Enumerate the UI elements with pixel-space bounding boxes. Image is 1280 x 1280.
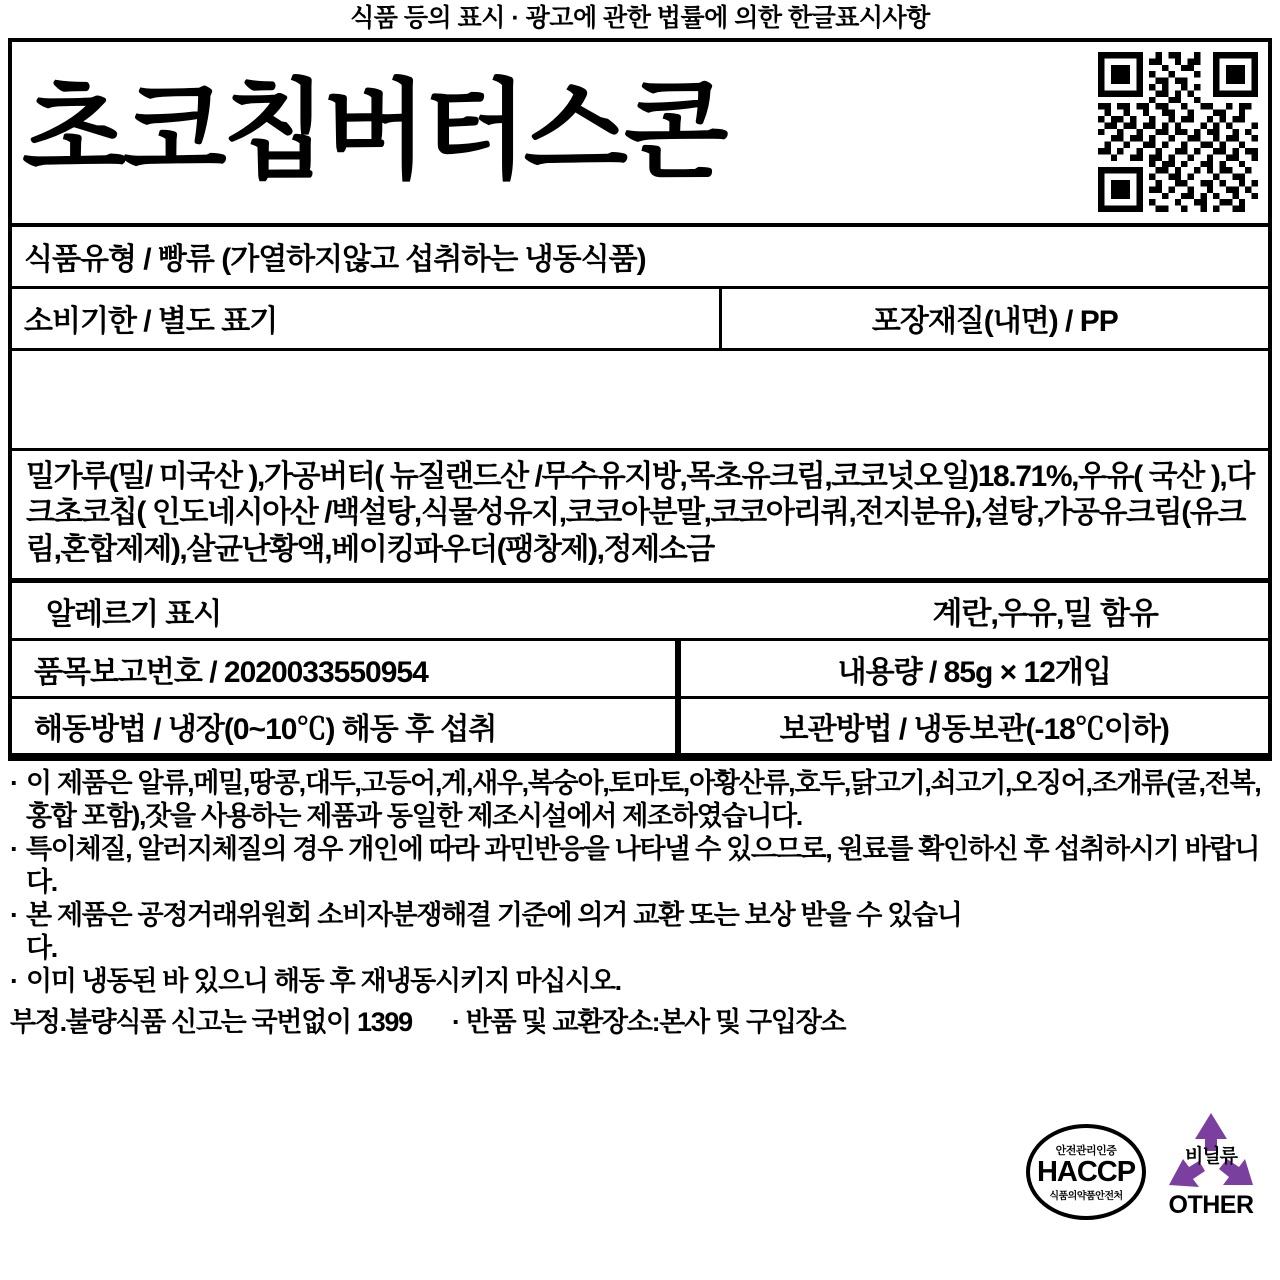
expiry-package-row (12, 289, 1268, 351)
haccp-top-text: 안전관리인증 (1055, 1145, 1117, 1157)
report-hotline-text: 부정.불량식품 신고는 국번없이 1399 (10, 1006, 412, 1037)
recycle-other-text: OTHER (1168, 1191, 1254, 1219)
allergy-row (12, 583, 1268, 641)
footer-line (0, 1000, 1280, 1039)
food-type-row (12, 227, 1268, 289)
note-item (10, 767, 1270, 833)
blank-row (12, 351, 1268, 451)
allergy-label: 알레르기 표시 (46, 597, 222, 631)
haccp-main-text: HACCP (1036, 1156, 1136, 1188)
notes-section (0, 761, 1280, 998)
label-box (8, 38, 1272, 762)
bullet-icon: · (10, 900, 18, 931)
bullet-icon: · (10, 768, 18, 799)
thaw-method-text: 해동방법 / 냉장(0~10℃) 해동 후 섭취 (34, 713, 497, 747)
report-amount-row (12, 641, 1268, 699)
bullet-icon: · (10, 834, 18, 865)
recycle-mark (1156, 1111, 1266, 1220)
blank-row-text (12, 351, 1268, 448)
note-item (10, 965, 1270, 998)
storage-method-text: 보관방법 / 냉동보관(-18℃이하) (779, 713, 1169, 747)
note-item (10, 833, 1270, 899)
food-type-text: 식품유형 / 빵류 (가열하지않고 섭취하는 냉동식품) (24, 243, 646, 276)
recycle-inner-text: 비닐류 (1184, 1146, 1238, 1167)
bullet-icon: · (10, 965, 18, 996)
ingredients-text: 밀가루(밀/ 미국산 ),가공버터( 뉴질랜드산 /무수유지방,목초유크림,코코넛오일)18.71%,우유( 국산 ),다크초코칩( 인도네시아산 /백설탕,식물성유지,코코아분말,코코아리쿼,전지분유),설탕,가공유크림(유크림,혼합제제),살균난황액,베이킹파우더(팽창제),정제소금 (12, 451, 1268, 584)
legal-notice-heading: 식품 등의 표시 · 광고에 관한 법률에 의한 한글표시사항 (350, 4, 930, 32)
allergy-value: 계란,우유,밀 함유 (932, 596, 1158, 632)
note-text: 이 제품은 알류,메밀,땅콩,대두,고등어,게,새우,복숭아,토마토,아황산류,호두,닭고기,쇠고기,오징어,조개류(굴,전복,홍합 포함),잣을 사용하는 제품과 동일한 제조시설에서 제조하였습니다. (26, 768, 1261, 832)
note-text: 본 제품은 공정거래위원회 소비자분쟁해결 기준에 의거 교환 또는 보상 받을 수 있습니다. (26, 900, 962, 963)
report-number-text: 품목보고번호 / 2020033550954 (34, 655, 428, 689)
note-text: 이미 냉동된 바 있으니 해동 후 재냉동시키지 마십시오. (26, 965, 621, 996)
note-text: 특이체질, 알러지체질의 경우 개인에 따라 과민반응을 나타낼 수 있으므로, 원료를 확인하신 후 섭취하시기 바랍니다. (26, 834, 1259, 898)
thaw-storage-row (12, 699, 1268, 757)
expiry-text: 소비기한 / 별도 표기 (12, 289, 722, 348)
package-material-text: 포장재질(내면) / PP (871, 305, 1118, 338)
title-row (12, 42, 1268, 227)
note-item (10, 899, 1270, 965)
exchange-location-text: · 반품 및 교환장소:본사 및 구입장소 (451, 1006, 846, 1037)
certification-marks (1026, 1111, 1266, 1220)
product-title: 초코칩버터스콘 (22, 69, 725, 194)
haccp-icon (1026, 1124, 1146, 1220)
haccp-bottom-text: 식품의약품안전처 (1049, 1191, 1123, 1202)
recycle-icon (1161, 1111, 1261, 1193)
qr-code-icon (1098, 52, 1258, 212)
content-amount-text: 내용량 / 85g × 12개입 (837, 655, 1111, 689)
